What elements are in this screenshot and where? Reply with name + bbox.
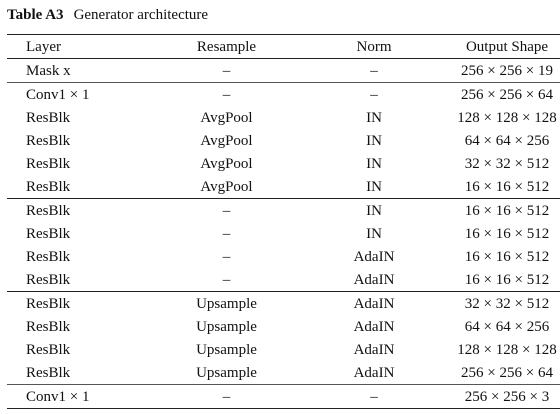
cell-norm: IN [366, 178, 382, 195]
header-layer: Layer [26, 38, 61, 55]
table-row [7, 268, 560, 292]
cell-resample: AvgPool [200, 178, 253, 195]
cell-layer: Mask x [26, 62, 71, 79]
header-norm: Norm [356, 38, 392, 55]
cell-output-shape: 256 × 256 × 64 [461, 86, 553, 103]
cell-resample: AvgPool [200, 155, 253, 172]
table-caption [7, 6, 208, 24]
cell-output-shape: 32 × 32 × 512 [464, 155, 550, 172]
cell-output-shape: 32 × 32 × 512 [464, 295, 550, 312]
cell-output-shape: 128 × 128 × 128 [457, 109, 557, 126]
cell-output-shape: 64 × 64 × 256 [464, 318, 550, 335]
cell-output-shape: 16 × 16 × 512 [464, 202, 550, 219]
cell-layer: ResBlk [26, 202, 71, 219]
cell-norm: AdaIN [353, 248, 395, 265]
cell-output-shape: 16 × 16 × 512 [464, 225, 550, 242]
cell-layer: ResBlk [26, 341, 71, 358]
table-row [7, 59, 560, 83]
cell-layer: ResBlk [26, 109, 71, 126]
cell-output-shape: 128 × 128 × 128 [457, 341, 557, 358]
cell-norm: – [370, 388, 378, 405]
cell-resample: AvgPool [200, 132, 253, 149]
cell-layer: ResBlk [26, 295, 71, 312]
table-row [7, 222, 560, 245]
cell-norm: IN [366, 202, 382, 219]
cell-layer: ResBlk [26, 271, 71, 288]
cell-layer: ResBlk [26, 248, 71, 265]
cell-resample: – [222, 388, 231, 405]
table-row [7, 385, 560, 409]
cell-norm: AdaIN [353, 271, 395, 288]
cell-resample: AvgPool [200, 109, 253, 126]
cell-norm: AdaIN [353, 295, 395, 312]
cell-norm: AdaIN [353, 341, 395, 358]
cell-resample: Upsample [196, 318, 257, 335]
table-row [7, 83, 560, 107]
cell-resample: Upsample [196, 341, 257, 358]
cell-output-shape: 16 × 16 × 512 [464, 271, 550, 288]
cell-resample: – [222, 62, 231, 79]
table-row [7, 175, 560, 199]
cell-resample: Upsample [196, 364, 257, 381]
cell-norm: – [370, 86, 378, 103]
cell-norm: IN [366, 109, 382, 126]
table-row [7, 152, 560, 175]
cell-norm: AdaIN [353, 364, 395, 381]
header-row [7, 35, 560, 59]
table-row [7, 129, 560, 152]
table-row [7, 361, 560, 385]
cell-layer: ResBlk [26, 225, 71, 242]
table-row [7, 106, 560, 129]
table-row [7, 338, 560, 361]
cell-resample: – [222, 271, 231, 288]
table-row [7, 245, 560, 268]
architecture-table [7, 34, 560, 409]
table-row [7, 315, 560, 338]
cell-layer: ResBlk [26, 155, 71, 172]
cell-resample: – [222, 225, 231, 242]
header-resample: Resample [196, 38, 257, 55]
cell-layer: ResBlk [26, 178, 71, 195]
cell-norm: IN [366, 132, 382, 149]
cell-resample: – [222, 248, 231, 265]
cell-layer: Conv1 × 1 [26, 86, 90, 103]
table-title: Generator architecture [73, 7, 209, 23]
cell-resample: – [222, 86, 231, 103]
cell-resample: Upsample [196, 295, 257, 312]
cell-layer: ResBlk [26, 318, 71, 335]
cell-layer: ResBlk [26, 364, 71, 381]
table-row [7, 199, 560, 223]
cell-output-shape: 256 × 256 × 64 [461, 364, 553, 381]
cell-norm: IN [366, 155, 382, 172]
cell-output-shape: 256 × 256 × 19 [461, 62, 553, 79]
header-output-shape: Output Shape [465, 38, 549, 55]
cell-output-shape: 256 × 256 × 3 [464, 388, 550, 405]
cell-norm: – [370, 62, 378, 79]
cell-output-shape: 16 × 16 × 512 [464, 178, 550, 195]
cell-output-shape: 64 × 64 × 256 [464, 132, 550, 149]
cell-norm: IN [366, 225, 382, 242]
cell-resample: – [222, 202, 231, 219]
cell-output-shape: 16 × 16 × 512 [464, 248, 550, 265]
cell-layer: ResBlk [26, 132, 71, 149]
table-body [7, 59, 560, 409]
table-row [7, 292, 560, 316]
cell-layer: Conv1 × 1 [26, 388, 90, 405]
table-label: Table A3 [7, 7, 64, 23]
cell-norm: AdaIN [353, 318, 395, 335]
